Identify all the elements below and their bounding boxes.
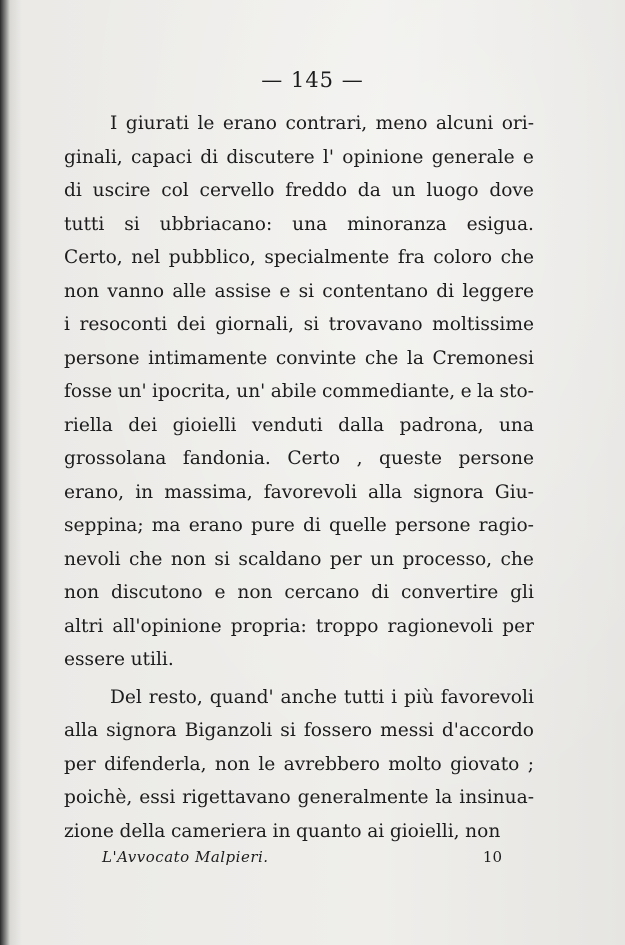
text-line: essere utili. xyxy=(64,649,174,670)
text-line: erano, in massima, favorevoli alla signora Giu- xyxy=(64,481,534,503)
text-line: grossolana fandonia. Certo , queste persone xyxy=(64,448,534,469)
text-line: tutti si ubbriacano: una minoranza esigua. xyxy=(64,213,534,235)
text-line: non vanno alle assise e si contentano di leggere xyxy=(64,280,534,302)
text-line: altri all'opinione propria: troppo ragionevoli per xyxy=(64,615,534,637)
footer-book-title: L'Avvocato Malpieri. xyxy=(102,848,269,866)
text-line: i resoconti dei giornali, si trovavano moltissime xyxy=(64,314,534,335)
text-line: riella dei gioielli venduti dalla padrona, una xyxy=(64,414,534,436)
text-line: Certo, nel pubblico, specialmente fra coloro che xyxy=(64,247,534,268)
text-line: alla signora Biganzoli si fossero messi d'accordo xyxy=(64,720,534,741)
text-line: zione della cameriera in quanto ai gioielli, non xyxy=(64,820,501,842)
text-line: per difenderla, non le avrebbero molto giovato ; xyxy=(64,753,534,775)
text-line: Del resto, quand' anche tutti i più favorevoli xyxy=(110,686,534,708)
text-line: I giurati le erano contrari, meno alcuni ori- xyxy=(110,113,534,134)
page-number: — 145 — xyxy=(261,68,364,92)
text-line: persone intimamente convinte che la Cremonesi xyxy=(64,347,534,369)
text-line: poichè, essi rigettavano generalmente la insinua- xyxy=(64,787,534,808)
page-footer xyxy=(102,848,502,866)
text-line: seppina; ma erano pure di quelle persone ragio- xyxy=(64,515,534,536)
text-line: di uscire col cervello freddo da un luogo dove xyxy=(64,180,534,201)
text-line: fosse un' ipocrita, un' abile commediante, e la sto- xyxy=(64,381,534,402)
footer-signature-mark: 10 xyxy=(482,848,502,866)
text-line: non discutono e non cercano di convertire gli xyxy=(64,582,534,603)
text-line: ginali, capaci di discutere l' opinione generale e xyxy=(64,146,534,168)
body-text xyxy=(64,107,534,848)
text-line: nevoli che non si scaldano per un processo, che xyxy=(64,548,534,570)
